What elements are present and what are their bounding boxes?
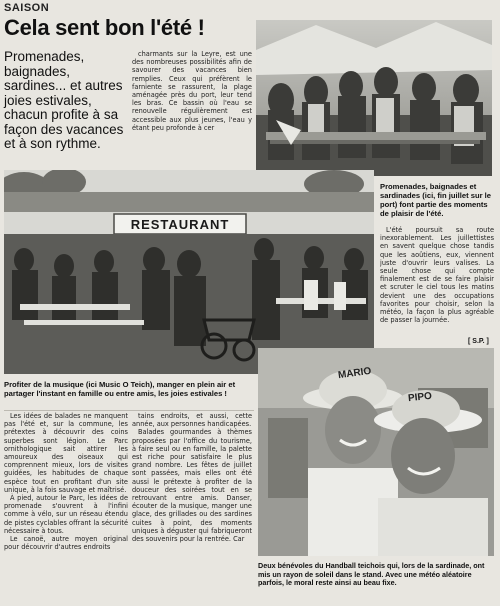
photo-sardinade — [256, 20, 492, 176]
divider — [4, 410, 254, 411]
text-paragraph: Le canoë, autre moyen original pour découvrir d'autres endroits — [4, 535, 128, 552]
text-column-right — [380, 226, 494, 334]
hat-label-left: MARIO — [337, 365, 372, 382]
text-paragraph: À pied, autour le Parc, les idées de promenade s'ouvrent à l'infini comme à vélo, sur un réseau étendu de pistes cyclables offrant la sécurité nécessaire à tous. — [4, 494, 128, 535]
text-column-top — [132, 50, 252, 165]
text-paragraph: L'été poursuit sa route inexorablement. Les juillettistes en savent quelque chose tandis que les aoûtiens, eux, viennent juste d'ouvrir leurs valises. La seule chose qui compte finalement est de se faire plaisir et scruter le ciel tous les matins devient une des occupations favorites pour choisir, selon la météo, la façon la plus agréable de passer la journée. — [380, 226, 494, 325]
article-deck: Promenades, baignades, sardines... et autres joies estivales, chacun profite à sa façon des vacances et à son rythme. — [4, 49, 124, 151]
caption-restaurant: Profiter de la musique (ici Music O Teich), manger en plein air et partager l'instant en famille ou entre amis, les joies estivales ! — [4, 380, 236, 398]
hat-label-right: PIPO — [407, 390, 433, 405]
photo-restaurant — [4, 170, 374, 374]
author-signature: [ S.P. ] — [468, 338, 489, 345]
text-column-bottom-left — [4, 412, 128, 602]
caption-sardinade: Promenades, baignades et sardinades (ici, fin juillet sur le port) font partie des moments de plaisir de l'été. — [380, 182, 491, 218]
text-paragraph: charmants sur la Leyre, est une des nombreuses possibilités afin de savourer des vacances bien remplies. Ceux qui préfèrent le farniente se rassurent, la plage aménagée près du port, leur tend les bras. Ce bassin où l'eau se renouvelle régulièrement est accessible aux plus jeunes, l'eau y étant peu profonde à cer — [132, 50, 252, 132]
photo-volunteers — [258, 348, 494, 556]
caption-volunteers: Deux bénévoles du Handball teichois qui, lors de la sardinade, ont mis un rayon de soleil dans le stand. Avec une météo aléatoire parfois, le moral reste ainsi au beau fixe. — [258, 561, 485, 588]
text-paragraph: Les idées de balades ne manquent pas l'été et, sur la commune, les prétextes à découvrir des coins superbes sont légion. Le Parc ornithologique sait attirer les amoureux des oiseaux qui comprennent mieux, lors de visites guidées, les habitudes de chaque espèce tout en profitant d'un site unique, à la fois sauvage et maîtrisé. — [4, 412, 128, 494]
article-title: Cela sent bon l'été ! — [4, 15, 205, 40]
section-label: SAISON — [4, 2, 50, 14]
text-paragraph: tains endroits, et aussi, cette année, aux personnes handicapées. — [132, 412, 252, 429]
text-column-bottom-middle — [132, 412, 252, 602]
text-paragraph: Balades gourmandes à thèmes proposées par l'office du tourisme, à faire seul ou en famille, la palette est riche pour satisfaire le plus grand nombre. Les fêtes de juillet sont passées, mais elles ont été aussi le prétexte à profiter de la douceur des soirées tout en se retrouvant entre amis. Danser, écouter de la musique, manger une glace, des grillades ou des sardines cuites à point, des moments uniques à déguster qui fabriqueront des souvenirs pour la rentrée. Car — [132, 428, 252, 544]
restaurant-sign: RESTAURANT — [130, 216, 230, 232]
